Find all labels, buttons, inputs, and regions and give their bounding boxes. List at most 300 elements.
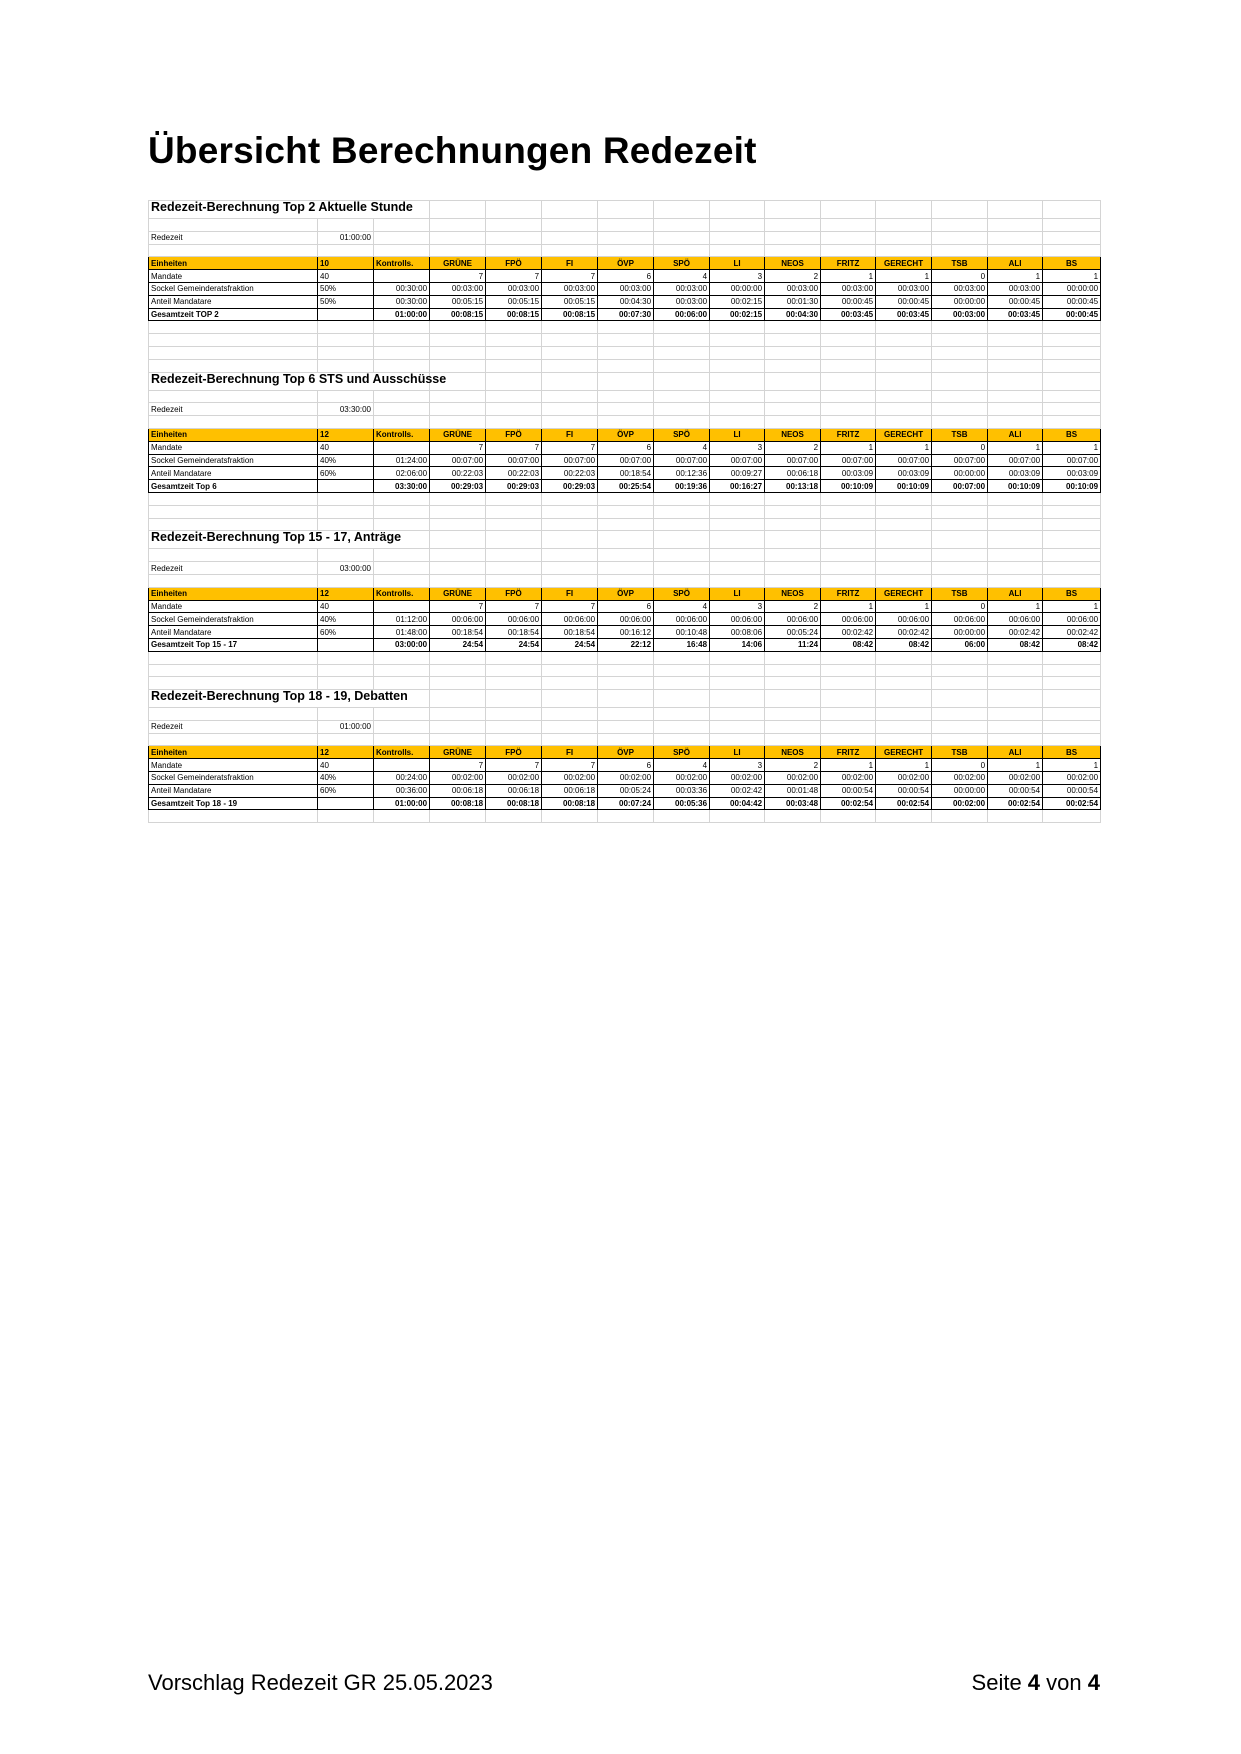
total-value: 00:07:30	[598, 308, 654, 321]
empty-cell	[710, 690, 765, 708]
total-value: 00:29:03	[542, 480, 598, 493]
empty-cell	[486, 372, 542, 390]
row-value: 00:06:00	[430, 613, 486, 626]
empty-cell	[821, 690, 876, 708]
empty-cell	[149, 416, 318, 429]
empty-cell	[542, 677, 598, 690]
row-value: 3	[710, 600, 765, 613]
row-value: 00:02:00	[765, 772, 821, 785]
empty-cell	[430, 690, 486, 708]
empty-cell	[654, 416, 710, 429]
header-ali: ALI	[988, 746, 1043, 759]
total-row	[149, 308, 1101, 321]
empty-cell	[876, 531, 932, 549]
header-fritz: FRITZ	[821, 428, 876, 441]
row-value: 00:05:24	[598, 784, 654, 797]
header-bs: BS	[1043, 746, 1101, 759]
empty-cell	[598, 416, 654, 429]
empty-cell	[149, 321, 318, 334]
header-ali: ALI	[988, 587, 1043, 600]
empty-cell	[598, 651, 654, 664]
row-value: 3	[710, 270, 765, 283]
row-value: 00:06:18	[486, 784, 542, 797]
empty-cell	[988, 664, 1043, 677]
empty-cell	[876, 416, 932, 429]
empty-cell	[821, 531, 876, 549]
row-ctrl: 01:12:00	[374, 613, 430, 626]
row-value: 00:06:00	[654, 613, 710, 626]
header-fp-: FPÖ	[486, 746, 542, 759]
empty-cell	[430, 403, 486, 416]
empty-cell	[821, 346, 876, 359]
empty-cell	[542, 403, 598, 416]
empty-cell	[430, 346, 486, 359]
empty-cell	[486, 574, 542, 587]
empty-cell	[765, 346, 821, 359]
empty-cell	[486, 390, 542, 403]
empty-row	[149, 651, 1101, 664]
table-row	[149, 600, 1101, 613]
empty-cell	[542, 549, 598, 562]
header-fi: FI	[542, 746, 598, 759]
row-value: 00:07:00	[430, 454, 486, 467]
empty-cell	[654, 562, 710, 575]
empty-cell	[821, 372, 876, 390]
empty-cell	[486, 201, 542, 219]
empty-cell	[486, 720, 542, 733]
empty-cell	[430, 505, 486, 518]
empty-row	[149, 518, 1101, 531]
empty-cell	[318, 321, 374, 334]
header-neos: NEOS	[765, 257, 821, 270]
empty-cell	[542, 372, 598, 390]
row-value: 00:07:00	[486, 454, 542, 467]
row-value: 1	[988, 600, 1043, 613]
header-gerecht: GERECHT	[876, 257, 932, 270]
row-value: 00:12:36	[654, 467, 710, 480]
row-value: 1	[988, 270, 1043, 283]
row-value: 1	[1043, 270, 1101, 283]
header-ali: ALI	[988, 428, 1043, 441]
empty-cell	[486, 321, 542, 334]
empty-cell	[988, 518, 1043, 531]
row-value: 00:18:54	[430, 626, 486, 639]
empty-cell	[374, 505, 430, 518]
total-value: 00:03:48	[765, 797, 821, 810]
section-title: Redezeit-Berechnung Top 2 Aktuelle Stunde	[151, 200, 413, 214]
empty-cell	[876, 690, 932, 708]
empty-cell	[654, 219, 710, 232]
empty-cell	[932, 390, 988, 403]
header-fp-: FPÖ	[486, 257, 542, 270]
empty-cell	[486, 231, 542, 244]
empty-cell	[821, 334, 876, 347]
empty-cell	[598, 562, 654, 575]
section-title: Redezeit-Berechnung Top 15 - 17, Anträge	[151, 530, 402, 545]
empty-cell	[932, 321, 988, 334]
row-value: 00:00:54	[876, 784, 932, 797]
empty-cell	[542, 664, 598, 677]
empty-cell	[654, 677, 710, 690]
empty-cell	[876, 720, 932, 733]
empty-cell	[654, 505, 710, 518]
total-value: 00:02:54	[876, 797, 932, 810]
header-units: 12	[318, 746, 374, 759]
row-value: 7	[430, 270, 486, 283]
empty-cell	[542, 708, 598, 721]
empty-cell	[374, 346, 430, 359]
row-label: Sockel Gemeinderatsfraktion	[149, 454, 318, 467]
empty-cell	[374, 219, 430, 232]
empty-cell	[654, 231, 710, 244]
row-value: 00:00:00	[932, 784, 988, 797]
empty-cell	[710, 708, 765, 721]
header-neos: NEOS	[765, 428, 821, 441]
row-value: 00:00:00	[932, 626, 988, 639]
total-value: 00:10:09	[821, 480, 876, 493]
total-value: 16:48	[654, 638, 710, 651]
empty-cell	[821, 708, 876, 721]
row-ctrl	[374, 759, 430, 772]
empty-cell	[598, 505, 654, 518]
empty-cell	[1043, 390, 1101, 403]
row-value: 00:00:45	[821, 295, 876, 308]
empty-cell	[710, 531, 765, 549]
empty-cell	[988, 321, 1043, 334]
total-row	[149, 797, 1101, 810]
row-value: 00:02:00	[821, 772, 876, 785]
header-sp-: SPÖ	[654, 257, 710, 270]
empty-cell	[542, 562, 598, 575]
empty-cell	[1043, 416, 1101, 429]
empty-cell	[598, 574, 654, 587]
empty-cell	[149, 505, 318, 518]
empty-cell	[486, 219, 542, 232]
empty-cell	[318, 416, 374, 429]
row-value: 00:06:00	[932, 613, 988, 626]
redezeit-table	[148, 200, 1101, 823]
page-title: Übersicht Berechnungen Redezeit	[148, 130, 757, 171]
empty-cell	[710, 720, 765, 733]
empty-cell	[542, 651, 598, 664]
empty-cell	[654, 531, 710, 549]
row-value: 2	[765, 441, 821, 454]
empty-cell	[654, 201, 710, 219]
empty-cell	[598, 372, 654, 390]
row-value: 00:02:00	[876, 772, 932, 785]
empty-row	[149, 574, 1101, 587]
empty-cell	[374, 359, 430, 372]
total-value: 00:08:18	[542, 797, 598, 810]
empty-cell	[654, 549, 710, 562]
empty-cell	[932, 359, 988, 372]
empty-cell	[710, 664, 765, 677]
empty-cell	[876, 549, 932, 562]
row-value: 00:03:00	[430, 282, 486, 295]
row-ctrl	[374, 441, 430, 454]
row-value: 3	[710, 441, 765, 454]
row-value: 00:00:54	[821, 784, 876, 797]
empty-cell	[598, 244, 654, 257]
empty-cell	[430, 574, 486, 587]
total-value: 00:13:18	[765, 480, 821, 493]
empty-cell	[821, 505, 876, 518]
row-value: 00:06:00	[988, 613, 1043, 626]
empty-cell	[149, 733, 318, 746]
row-value: 00:00:45	[988, 295, 1043, 308]
total-value: 00:02:00	[932, 797, 988, 810]
row-value: 6	[598, 759, 654, 772]
empty-cell	[374, 810, 430, 823]
empty-row	[149, 549, 1101, 562]
empty-cell	[1043, 518, 1101, 531]
row-pct: 40	[318, 759, 374, 772]
empty-cell	[486, 359, 542, 372]
row-value: 2	[765, 600, 821, 613]
redezeit-label: Redezeit	[149, 720, 318, 733]
table-row	[149, 282, 1101, 295]
total-pct	[318, 638, 374, 651]
row-value: 00:06:00	[821, 613, 876, 626]
empty-cell	[710, 219, 765, 232]
total-value: 00:10:09	[876, 480, 932, 493]
empty-cell	[430, 708, 486, 721]
empty-cell	[598, 334, 654, 347]
empty-cell	[876, 219, 932, 232]
row-pct: 60%	[318, 626, 374, 639]
empty-cell	[821, 390, 876, 403]
total-value: 00:06:00	[654, 308, 710, 321]
empty-cell	[988, 346, 1043, 359]
empty-cell	[430, 733, 486, 746]
row-value: 00:00:00	[932, 295, 988, 308]
empty-cell	[932, 505, 988, 518]
empty-cell	[149, 518, 318, 531]
total-value: 00:08:18	[430, 797, 486, 810]
empty-cell	[654, 346, 710, 359]
header--vp: ÖVP	[598, 428, 654, 441]
empty-cell	[1043, 708, 1101, 721]
row-value: 00:05:24	[765, 626, 821, 639]
header-fritz: FRITZ	[821, 746, 876, 759]
row-value: 00:03:09	[821, 467, 876, 480]
row-value: 00:07:00	[765, 454, 821, 467]
spreadsheet	[148, 200, 1100, 823]
empty-cell	[710, 372, 765, 390]
empty-cell	[318, 677, 374, 690]
row-value: 1	[988, 759, 1043, 772]
row-value: 0	[932, 441, 988, 454]
empty-cell	[654, 651, 710, 664]
empty-cell	[486, 492, 542, 505]
row-value: 00:07:00	[542, 454, 598, 467]
section-title: Redezeit-Berechnung Top 18 - 19, Debatten	[151, 689, 408, 704]
empty-cell	[765, 403, 821, 416]
empty-cell	[988, 733, 1043, 746]
row-value: 6	[598, 441, 654, 454]
empty-cell	[1043, 651, 1101, 664]
row-value: 4	[654, 600, 710, 613]
empty-cell	[710, 733, 765, 746]
total-pct	[318, 480, 374, 493]
empty-cell	[486, 505, 542, 518]
empty-cell	[988, 334, 1043, 347]
row-value: 00:03:09	[1043, 467, 1101, 480]
total-pct	[318, 308, 374, 321]
total-value: 08:42	[821, 638, 876, 651]
row-value: 1	[876, 759, 932, 772]
empty-cell	[988, 549, 1043, 562]
row-value: 00:02:42	[821, 626, 876, 639]
empty-cell	[1043, 359, 1101, 372]
header-units: 10	[318, 257, 374, 270]
empty-cell	[318, 390, 374, 403]
row-value: 7	[430, 441, 486, 454]
empty-cell	[486, 244, 542, 257]
empty-cell	[149, 346, 318, 359]
empty-row	[149, 810, 1101, 823]
empty-cell	[654, 403, 710, 416]
empty-cell	[988, 492, 1043, 505]
header-bs: BS	[1043, 428, 1101, 441]
header-sp-: SPÖ	[654, 428, 710, 441]
total-row	[149, 480, 1101, 493]
empty-cell	[542, 505, 598, 518]
empty-cell	[765, 531, 821, 549]
empty-cell	[1043, 403, 1101, 416]
empty-cell	[1043, 531, 1101, 549]
empty-cell	[374, 720, 430, 733]
empty-cell	[710, 231, 765, 244]
empty-cell	[765, 810, 821, 823]
empty-cell	[821, 677, 876, 690]
row-value: 00:22:03	[486, 467, 542, 480]
total-ctrl: 01:00:00	[374, 308, 430, 321]
row-value: 00:03:00	[821, 282, 876, 295]
empty-cell	[149, 664, 318, 677]
total-label: Gesamtzeit Top 18 - 19	[149, 797, 318, 810]
row-value: 3	[710, 759, 765, 772]
header--vp: ÖVP	[598, 587, 654, 600]
empty-cell	[430, 416, 486, 429]
empty-cell	[486, 416, 542, 429]
empty-cell	[374, 574, 430, 587]
row-value: 00:00:00	[710, 282, 765, 295]
total-value: 00:03:45	[876, 308, 932, 321]
empty-cell	[876, 231, 932, 244]
header--vp: ÖVP	[598, 746, 654, 759]
header-li: LI	[710, 587, 765, 600]
empty-cell	[876, 321, 932, 334]
header-gerecht: GERECHT	[876, 428, 932, 441]
empty-cell	[1043, 664, 1101, 677]
empty-cell	[932, 690, 988, 708]
total-value: 00:07:24	[598, 797, 654, 810]
empty-cell	[765, 505, 821, 518]
empty-cell	[149, 244, 318, 257]
row-value: 00:02:42	[876, 626, 932, 639]
footer-page-mid: von	[1040, 1670, 1088, 1695]
total-value: 00:03:45	[821, 308, 876, 321]
empty-cell	[598, 690, 654, 708]
empty-cell	[1043, 690, 1101, 708]
row-value: 00:02:00	[988, 772, 1043, 785]
header-sp-: SPÖ	[654, 746, 710, 759]
row-value: 7	[430, 600, 486, 613]
header-kontrolls-: Kontrolls.	[374, 746, 430, 759]
row-value: 00:04:30	[598, 295, 654, 308]
empty-cell	[374, 677, 430, 690]
empty-cell	[710, 390, 765, 403]
row-value: 00:03:09	[988, 467, 1043, 480]
empty-cell	[876, 372, 932, 390]
total-value: 24:54	[486, 638, 542, 651]
empty-cell	[710, 359, 765, 372]
header--vp: ÖVP	[598, 257, 654, 270]
row-value: 7	[486, 441, 542, 454]
empty-row	[149, 733, 1101, 746]
empty-cell	[765, 518, 821, 531]
empty-cell	[932, 651, 988, 664]
empty-cell	[430, 664, 486, 677]
total-value: 00:25:54	[598, 480, 654, 493]
empty-cell	[486, 651, 542, 664]
row-value: 00:00:54	[988, 784, 1043, 797]
empty-cell	[374, 733, 430, 746]
total-value: 00:02:54	[988, 797, 1043, 810]
empty-cell	[374, 518, 430, 531]
empty-cell	[765, 720, 821, 733]
header-einheiten: Einheiten	[149, 746, 318, 759]
header-fritz: FRITZ	[821, 587, 876, 600]
section-title-cell	[149, 531, 430, 549]
empty-cell	[374, 708, 430, 721]
empty-cell	[765, 334, 821, 347]
row-pct: 40%	[318, 454, 374, 467]
empty-cell	[486, 518, 542, 531]
empty-row	[149, 677, 1101, 690]
empty-cell	[486, 677, 542, 690]
empty-cell	[654, 492, 710, 505]
row-value: 1	[876, 600, 932, 613]
empty-cell	[430, 359, 486, 372]
row-ctrl: 00:30:00	[374, 295, 430, 308]
empty-row	[149, 708, 1101, 721]
empty-cell	[988, 231, 1043, 244]
empty-cell	[932, 733, 988, 746]
row-pct: 40%	[318, 613, 374, 626]
empty-cell	[1043, 562, 1101, 575]
row-value: 2	[765, 270, 821, 283]
empty-cell	[821, 359, 876, 372]
empty-cell	[318, 708, 374, 721]
total-value: 08:42	[1043, 638, 1101, 651]
total-label: Gesamtzeit Top 6	[149, 480, 318, 493]
empty-cell	[542, 201, 598, 219]
row-value: 00:06:00	[542, 613, 598, 626]
empty-cell	[932, 810, 988, 823]
total-value: 00:02:15	[710, 308, 765, 321]
empty-cell	[765, 219, 821, 232]
header-row	[149, 257, 1101, 270]
row-value: 1	[821, 759, 876, 772]
total-value: 08:42	[988, 638, 1043, 651]
total-value: 00:08:15	[486, 308, 542, 321]
empty-cell	[374, 549, 430, 562]
row-value: 1	[988, 441, 1043, 454]
row-value: 1	[821, 600, 876, 613]
empty-row	[149, 244, 1101, 257]
